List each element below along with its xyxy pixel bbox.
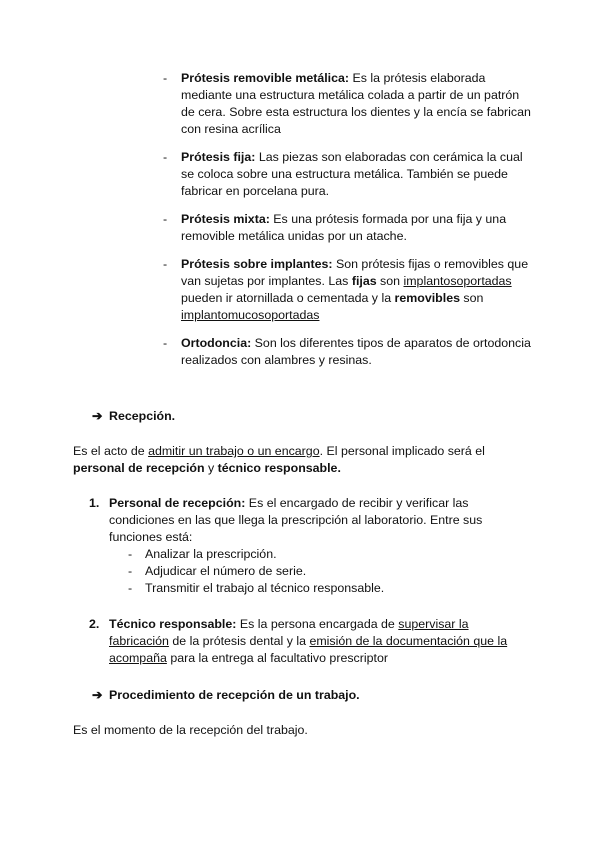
term: Prótesis fija: <box>181 150 256 164</box>
list-item <box>163 149 531 200</box>
definition: Es la persona encargada de <box>236 617 399 631</box>
definition: pueden ir atornillada o cementada y la <box>181 291 395 305</box>
definition: son <box>376 274 404 288</box>
list-item <box>163 211 531 245</box>
arrow-icon: ➔ <box>92 409 103 423</box>
term: Prótesis mixta: <box>181 212 270 226</box>
text: y <box>204 461 218 475</box>
term: Prótesis removible metálica: <box>181 71 350 85</box>
definition: Es una prótesis formada por una fija y una removible metálica unidas por un atache. <box>181 212 507 243</box>
bullet-dash: - <box>163 336 168 350</box>
sub-item <box>128 580 529 597</box>
bullet-dash: - <box>128 564 133 578</box>
definition: Son los diferentes tipos de aparatos de ortodoncia realizados con alambres y resinas. <box>181 336 531 367</box>
term: Técnico responsable: <box>109 617 237 631</box>
underlined-word: implantomucosoportadas <box>181 308 320 322</box>
sub-item <box>128 563 529 580</box>
term: Personal de recepción: <box>109 496 246 510</box>
list-item <box>163 256 531 324</box>
underlined-text: admitir un trabajo o un encargo <box>148 444 320 458</box>
bullet-dash: - <box>163 212 168 226</box>
definition: Las piezas son elaboradas con cerámica la cual se coloca sobre una estructura metálica. También se puede fabricar en porcelana pura. <box>181 150 523 198</box>
underlined-text: supervisar la fabricación <box>109 617 469 648</box>
definition: de la prótesis dental y la <box>168 634 310 648</box>
sub-item-text: Adjudicar el número de serie. <box>145 564 307 578</box>
sub-item-text: Analizar la prescripción. <box>145 547 277 561</box>
section-heading-procedimiento <box>92 687 360 704</box>
section-heading-recepcion <box>92 408 175 425</box>
bullet-dash: - <box>163 257 168 271</box>
procedimiento-paragraph: Es el momento de la recepción del trabajo. <box>73 723 308 737</box>
bold-text: personal de recepción <box>73 461 205 475</box>
underlined-text: emisión de la documentación que la acompaña <box>109 634 508 665</box>
arrow-icon: ➔ <box>92 688 103 702</box>
definition: para la entrega al facultativo prescriptor <box>166 651 388 665</box>
bullet-dash: - <box>163 150 168 164</box>
sub-item <box>128 546 529 563</box>
item-number: 1. <box>89 496 100 510</box>
numbered-item-2 <box>89 616 529 667</box>
definition: Es el encargado de recibir y verificar las condiciones en las que llega la prescripción al laboratorio. Entre sus funciones está: <box>109 496 483 544</box>
term: Prótesis sobre implantes: <box>181 257 333 271</box>
bullet-dash: - <box>163 71 168 85</box>
definition: son <box>459 291 484 305</box>
item-number: 2. <box>89 617 100 631</box>
sub-item-text: Transmitir el trabajo al técnico responsable. <box>145 581 385 595</box>
recepcion-paragraph <box>73 443 533 477</box>
definition: Son prótesis fijas o removibles que van sujetas por implantes. Las <box>181 257 529 288</box>
bullet-dash: - <box>128 581 133 595</box>
bold-text: técnico responsable. <box>217 461 341 475</box>
definition: Es la prótesis elaborada mediante una estructura metálica colada a partir de un patrón de cera. Sobre esta estructura los dientes y la encía se fabrican con resina acrílica <box>181 71 531 136</box>
numbered-item-1 <box>89 495 529 597</box>
list-item <box>163 70 531 138</box>
text: . El personal implicado será el <box>319 444 485 458</box>
underlined-word: implantosoportadas <box>403 274 512 288</box>
protesis-bullet-list <box>0 70 600 380</box>
term: Ortodoncia: <box>181 336 252 350</box>
list-item <box>163 335 531 369</box>
bold-word: removibles <box>394 291 460 305</box>
text: Es el acto de <box>73 444 149 458</box>
heading-text: Recepción. <box>109 409 176 423</box>
bold-word: fijas <box>351 274 377 288</box>
bullet-dash: - <box>128 547 133 561</box>
heading-text: Procedimiento de recepción de un trabajo. <box>109 688 360 702</box>
